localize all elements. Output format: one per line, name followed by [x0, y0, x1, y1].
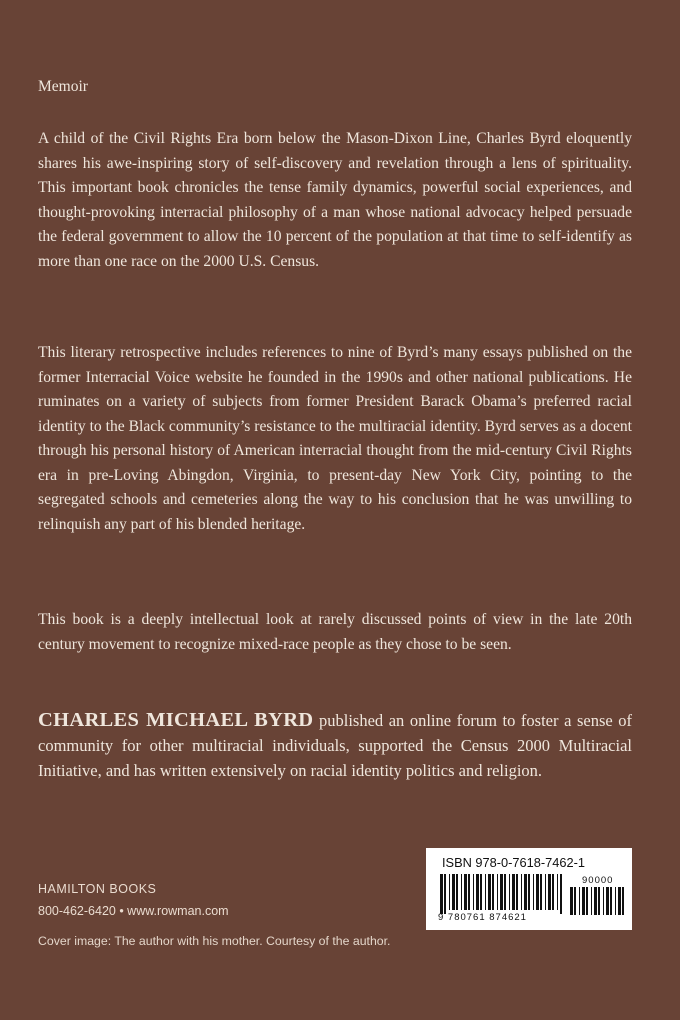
- barcode-bar: [579, 887, 580, 915]
- description-paragraph-1: A child of the Civil Rights Era born below the Mason-Dixon Line, Charles Byrd eloquently shares his awe-inspiring story of self-discovery and revelation through a lens of spirituality. This important book chronicles the tense family dynamics, powerful social experiences, and thought-provoking interracial philosophy of a man whose national advocacy helped persuade the federal government to allow the 10 percent of the population at that time to self-identify as more than one race on the 2000 U.S. Census.: [38, 130, 632, 270]
- author-bio-text: published an online forum to foster a sense of community for other multiracial individuals, supported the Census 2000 Multiracial Initiative, and has written extensively on racial identity politics and religion.: [38, 711, 632, 780]
- barcode-bar: [480, 874, 482, 910]
- barcode-bar: [582, 887, 585, 915]
- barcode-bar: [610, 887, 612, 915]
- barcode-bar: [552, 874, 554, 910]
- barcode-bar: [444, 874, 446, 914]
- barcode-bar: [536, 874, 539, 910]
- barcode-bar: [464, 874, 467, 910]
- barcode-bar: [456, 874, 458, 910]
- barcode-bar: [574, 887, 576, 915]
- barcode-bar: [598, 887, 600, 915]
- barcode-bar: [449, 874, 450, 910]
- barcode-bar: [618, 887, 621, 915]
- barcode-bar: [570, 887, 573, 915]
- barcode-bar: [504, 874, 506, 910]
- barcode-bar: [509, 874, 510, 910]
- barcode-bar: [548, 874, 551, 910]
- ean-digits: 9 780761 874621: [438, 912, 527, 923]
- barcode-bar: [606, 887, 609, 915]
- barcode-bar: [473, 874, 474, 910]
- price-code-digits: 90000: [582, 875, 614, 886]
- barcode-bar: [528, 874, 530, 910]
- barcode-bar: [622, 887, 624, 915]
- barcode-bar: [440, 874, 443, 914]
- barcode-bar: [452, 874, 455, 910]
- barcode-bar: [615, 887, 616, 915]
- author-name: CHARLES MICHAEL BYRD: [38, 709, 314, 731]
- publisher-name: HAMILTON BOOKS: [38, 882, 157, 896]
- cover-image-credit: Cover image: The author with his mother. Courtesy of the author.: [38, 934, 391, 948]
- barcode-bar: [476, 874, 479, 910]
- publisher-contact: 800-462-6420 • www.rowman.com: [38, 904, 229, 918]
- barcode-bar: [497, 874, 498, 910]
- barcode-bar: [468, 874, 470, 910]
- barcode-bar: [500, 874, 503, 910]
- barcode-bar: [557, 874, 558, 910]
- isbn-label: ISBN 978-0-7618-7462-1: [442, 855, 585, 870]
- barcode-bar: [591, 887, 592, 915]
- description-paragraph-3: This book is a deeply intellectual look at rarely discussed points of view in the late 20th century movement to recognize mixed-race people as they chose to be seen.: [38, 611, 632, 653]
- barcode-bar: [586, 887, 588, 915]
- barcode-bar: [516, 874, 518, 910]
- description-paragraph-2: This literary retrospective includes references to nine of Byrd’s many essays published on the former Interracial Voice website he founded in the 1990s and other national publications. He ruminates on a variety of subjects from former President Barack Obama’s preferred racial identity to the Black community’s resistance to the multiracial identity. Byrd serves as a docent through his personal history of American interracial thought from the mid-century Civil Rights era in pre-Loving Abingdon, Virginia, to present-day New York City, pointing to the segregated schools and cemeteries along the way to his conclusion that he was unwilling to relinquish any part of his blended heritage.: [38, 344, 632, 533]
- barcode-bar: [461, 874, 462, 910]
- author-bio: [38, 708, 632, 783]
- barcode-bar: [492, 874, 494, 910]
- barcode-bar: [485, 874, 486, 910]
- barcode-bar: [521, 874, 522, 910]
- barcode-bar: [560, 874, 562, 914]
- barcode-bar: [594, 887, 597, 915]
- genre-label: Memoir: [38, 78, 88, 95]
- barcode-bar: [603, 887, 604, 915]
- publisher-block: [38, 878, 229, 922]
- barcode-bar: [488, 874, 491, 910]
- barcode-bar: [512, 874, 515, 910]
- barcode-bar: [540, 874, 542, 910]
- isbn-barcode: [426, 848, 632, 930]
- barcode-bar: [524, 874, 527, 910]
- barcode-bar: [533, 874, 534, 910]
- barcode-bar: [545, 874, 546, 910]
